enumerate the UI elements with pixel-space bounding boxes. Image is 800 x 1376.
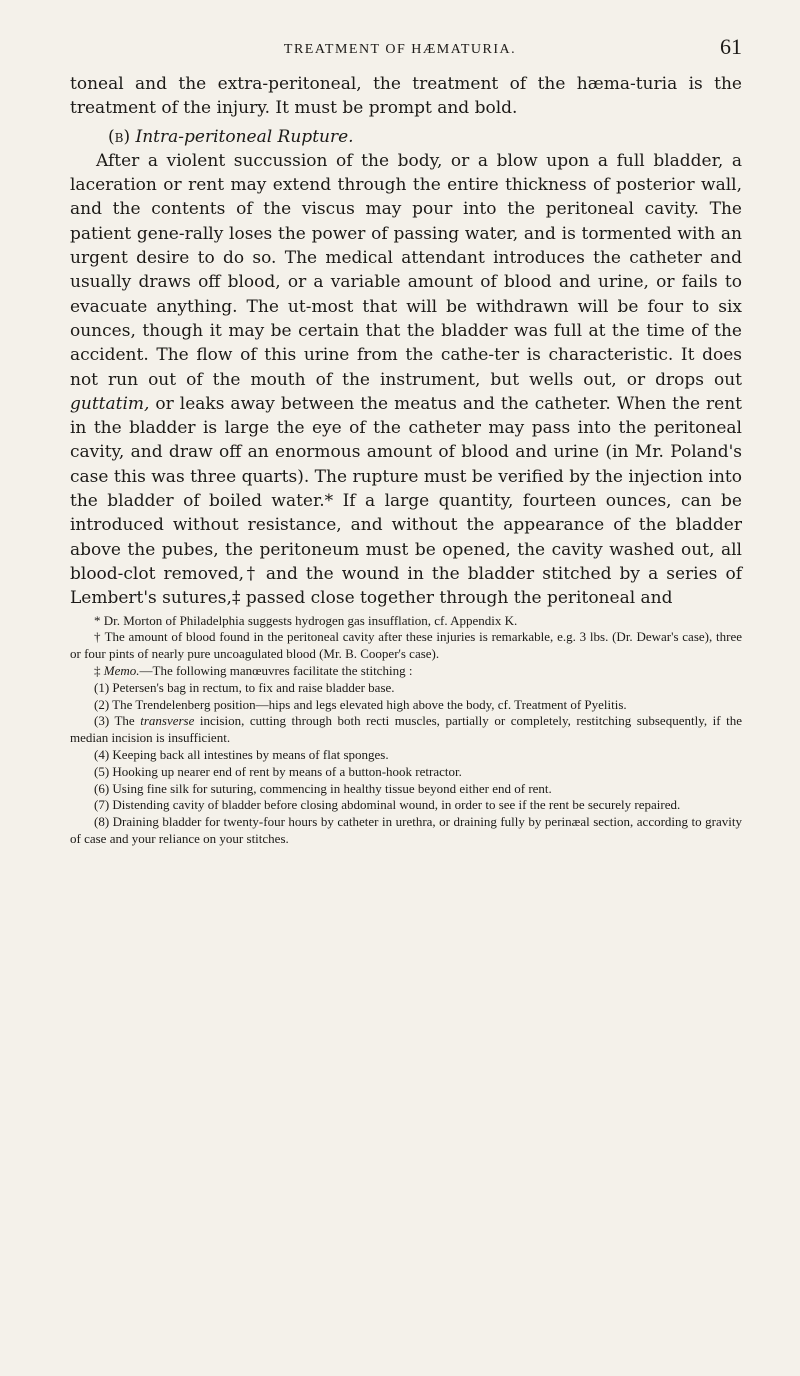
memo-item-3-rest: incision, cutting through both recti muscles, partially or completely, restitching subsequently, if the median incision is insufficient. xyxy=(70,713,742,746)
memo-item-2: (2) The Trendelenberg position—hips and legs elevated high above the body, cf. Treatment of Pyelitis. xyxy=(94,696,627,712)
main-paragraph xyxy=(70,149,742,611)
memo-item-4: (4) Keeping back all intestines by means of flat sponges. xyxy=(94,746,389,762)
section-title: Intra-peritoneal Rupture. xyxy=(135,126,354,147)
memo-item-3-italic: transverse xyxy=(140,713,195,729)
footnote-memo: Memo. xyxy=(103,662,140,678)
footnote-star: * Dr. Morton of Philadelphia suggests hydrogen gas insufflation, cf. Appendix K. xyxy=(94,612,518,628)
footnotes xyxy=(70,613,742,848)
footnote-ddagger xyxy=(70,663,742,680)
section-label: (b) xyxy=(108,126,131,147)
memo-item-8: (8) Draining bladder for twenty-four hours by catheter in urethra, or draining fully by perinæal section, according to gravity of case and your reliance on your stitches. xyxy=(70,814,742,846)
footnote-ddagger-intro: —The following manœuvres facilitate the stitching : xyxy=(139,662,413,678)
memo-item-6: (6) Using fine silk for suturing, commencing in healthy tissue beyond either end of rent. xyxy=(94,780,552,796)
memo-item-1: (1) Petersen's bag in rectum, to fix and raise bladder base. xyxy=(94,679,395,695)
main-paragraph-italic: guttatim, xyxy=(70,393,150,414)
memo-item-7: (7) Distending cavity of bladder before closing abdominal wound, in order to see if the rent be securely repaired. xyxy=(94,797,681,813)
main-paragraph-part2: or leaks away between the meatus and the catheter. When the rent in the bladder is large the eye of the catheter may pass into the peritoneal cavity, and draw off an enormous amount of blood and urine (in Mr. Poland's case this was three quarts). The rupture must be verified by the injection into the bladder of boiled water.* If a large quantity, fourteen ounces, can be introduced without resistance, and without the appearance of the bladder above the pubes, the peritoneum must be opened, the cavity washed out, all blood-clot removed,† and the wound in the bladder stitched by a series of Lembert's sutures,‡ passed close together through the peritoneal and xyxy=(70,393,742,609)
footnote-ddagger-mark: ‡ xyxy=(94,662,104,678)
running-head: TREATMENT OF HÆMATURIA. xyxy=(283,42,517,57)
section-heading xyxy=(108,125,742,149)
memo-item-3-num: (3) The xyxy=(94,713,141,729)
page-number: 61 xyxy=(720,34,742,59)
memo-item-3 xyxy=(70,713,742,747)
memo-item-5: (5) Hooking up nearer end of rent by means of a button-hook retractor. xyxy=(94,763,462,779)
footnote-dagger: † The amount of blood found in the peritoneal cavity after these injuries is remarkable, e.g. 3 lbs. (Dr. Dewar's case), three or four pints of nearly pure uncoagulated blood (Mr. B. Cooper's case). xyxy=(70,629,742,662)
main-paragraph-part1: After a violent succussion of the body, or a blow upon a full bladder, a laceration or rent may extend through the entire thickness of posterior wall, and the contents of the viscus may pour into the peritoneal cavity. The patient gene-rally loses the power of passing water, and is tormented with an urgent desire to do so. The medical attendant introduces the catheter and usually draws off blood, or a variable amount of blood and urine, or fails to evacuate anything. The ut-most that will be withdrawn will be four to six ounces, though it may be certain that the bladder was full at the time of the accident. The flow of this urine from the cathe-ter is characteristic. It does not run out of the mouth of the instrument, but wells out, or drops out xyxy=(70,150,742,390)
intro-paragraph: toneal and the extra-peritoneal, the treatment of the hæma-turia is the treatment of the injury. It must be prompt and bold. xyxy=(70,74,742,119)
